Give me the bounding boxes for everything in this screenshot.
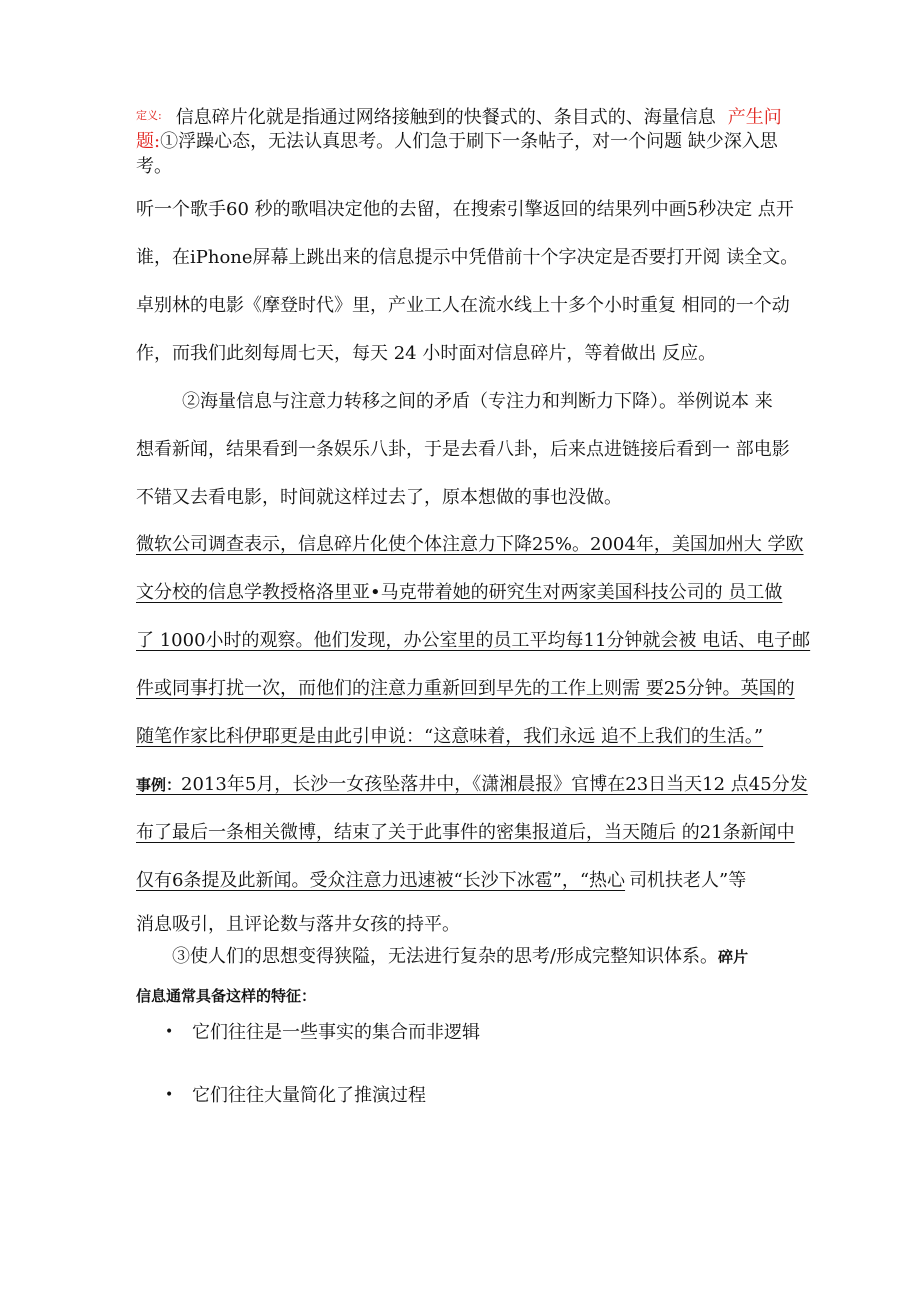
para3-line: 文分校的信息学教授格洛里亚•马克带着她的研究生对两家美国科技公司的 员工做 [136,582,783,603]
example-line-1: 事例：2013年5月，长沙一女孩坠落井中，《潇湘晨报》官博在23日当天12 点45分发 [136,774,808,795]
example-line: 布了最后一条相关微博，结束了关于此事件的密集报道后，当天随后 的21条新闻中 [136,822,795,843]
bullet-dot: • [165,1024,174,1040]
problem-label: 产生问 [727,107,782,128]
para1-line: 卓别林的电影《摩登时代》里，产业工人在流水线上十多个小时重复 相同的一个动 [136,295,790,316]
example-line-3: 仅有6条提及此新闻。受众注意力迅速被“长沙下冰雹”，“热心 司机扶老人”等 [136,870,747,891]
definition-line-1 [136,104,782,130]
bullet-item: 它们往往大量简化了推演过程 [192,1085,426,1106]
para3-line: 件或同事打扰一次，而他们的注意力重新回到早先的工作上则需 要25分钟。英国的 [136,678,795,699]
problem-label-cont: 题: [136,131,161,152]
example-line: 消息吸引，且评论数与落井女孩的持平。 [136,914,460,935]
example-label: 事例： [136,776,182,794]
para3-line: 微软公司调查表示，信息碎片化使个体注意力下降25%。2004年，美国加州大 学欧 [136,534,804,555]
para3-line: 了 1000小时的观察。他们发现，办公室里的员工平均每11分钟就会被 电话、电子邮 [136,630,811,651]
bullet-item: 它们往往是一些事实的集合而非逻辑 [192,1022,480,1043]
definition-text: 信息碎片化就是指通过网络接触到的快餐式的、条目式的、海量信息 [175,107,716,128]
para3-line: 随笔作家比科伊耶更是由此引申说：“这意味着，我们永远 追不上我们的生活。” [136,726,764,747]
para2-line: 想看新闻，结果看到一条娱乐八卦，于是去看八卦，后来点进链接后看到一 部电影 [136,439,790,460]
para2-line: 不错又去看电影，时间就这样过去了，原本想做的事也没做。 [136,487,622,508]
para4-line-1: ③使人们的思想变得狭隘，无法进行复杂的思考/形成完整知识体系。碎片 [172,946,749,967]
para1-line: 谁，在iPhone屏幕上跳出来的信息提示中凭借前十个字决定是否要打开阅 读全文。 [136,247,799,268]
para4-line-2: 信息通常具备这样的特征： [136,987,317,1005]
definition-line-3: 考。 [136,156,172,177]
definition-line-2: 题:①浮躁心态，无法认真思考。人们急于刷下一条帖子，对一个问题 缺少深入思 [136,131,778,152]
para1-line: 听一个歌手60 秒的歌唱决定他的去留，在搜索引擎返回的结果列中画5秒决定 点开 [136,199,794,220]
para2-line: ②海量信息与注意力转移之间的矛盾（专注力和判断力下降）。举例说本 来 [182,391,773,412]
para1-line: 作，而我们此刻每周七天，每天 24 小时面对信息碎片，等着做出 反应。 [136,343,717,364]
definition-label: 定义: [136,109,162,122]
bullet-dot: • [165,1087,174,1103]
